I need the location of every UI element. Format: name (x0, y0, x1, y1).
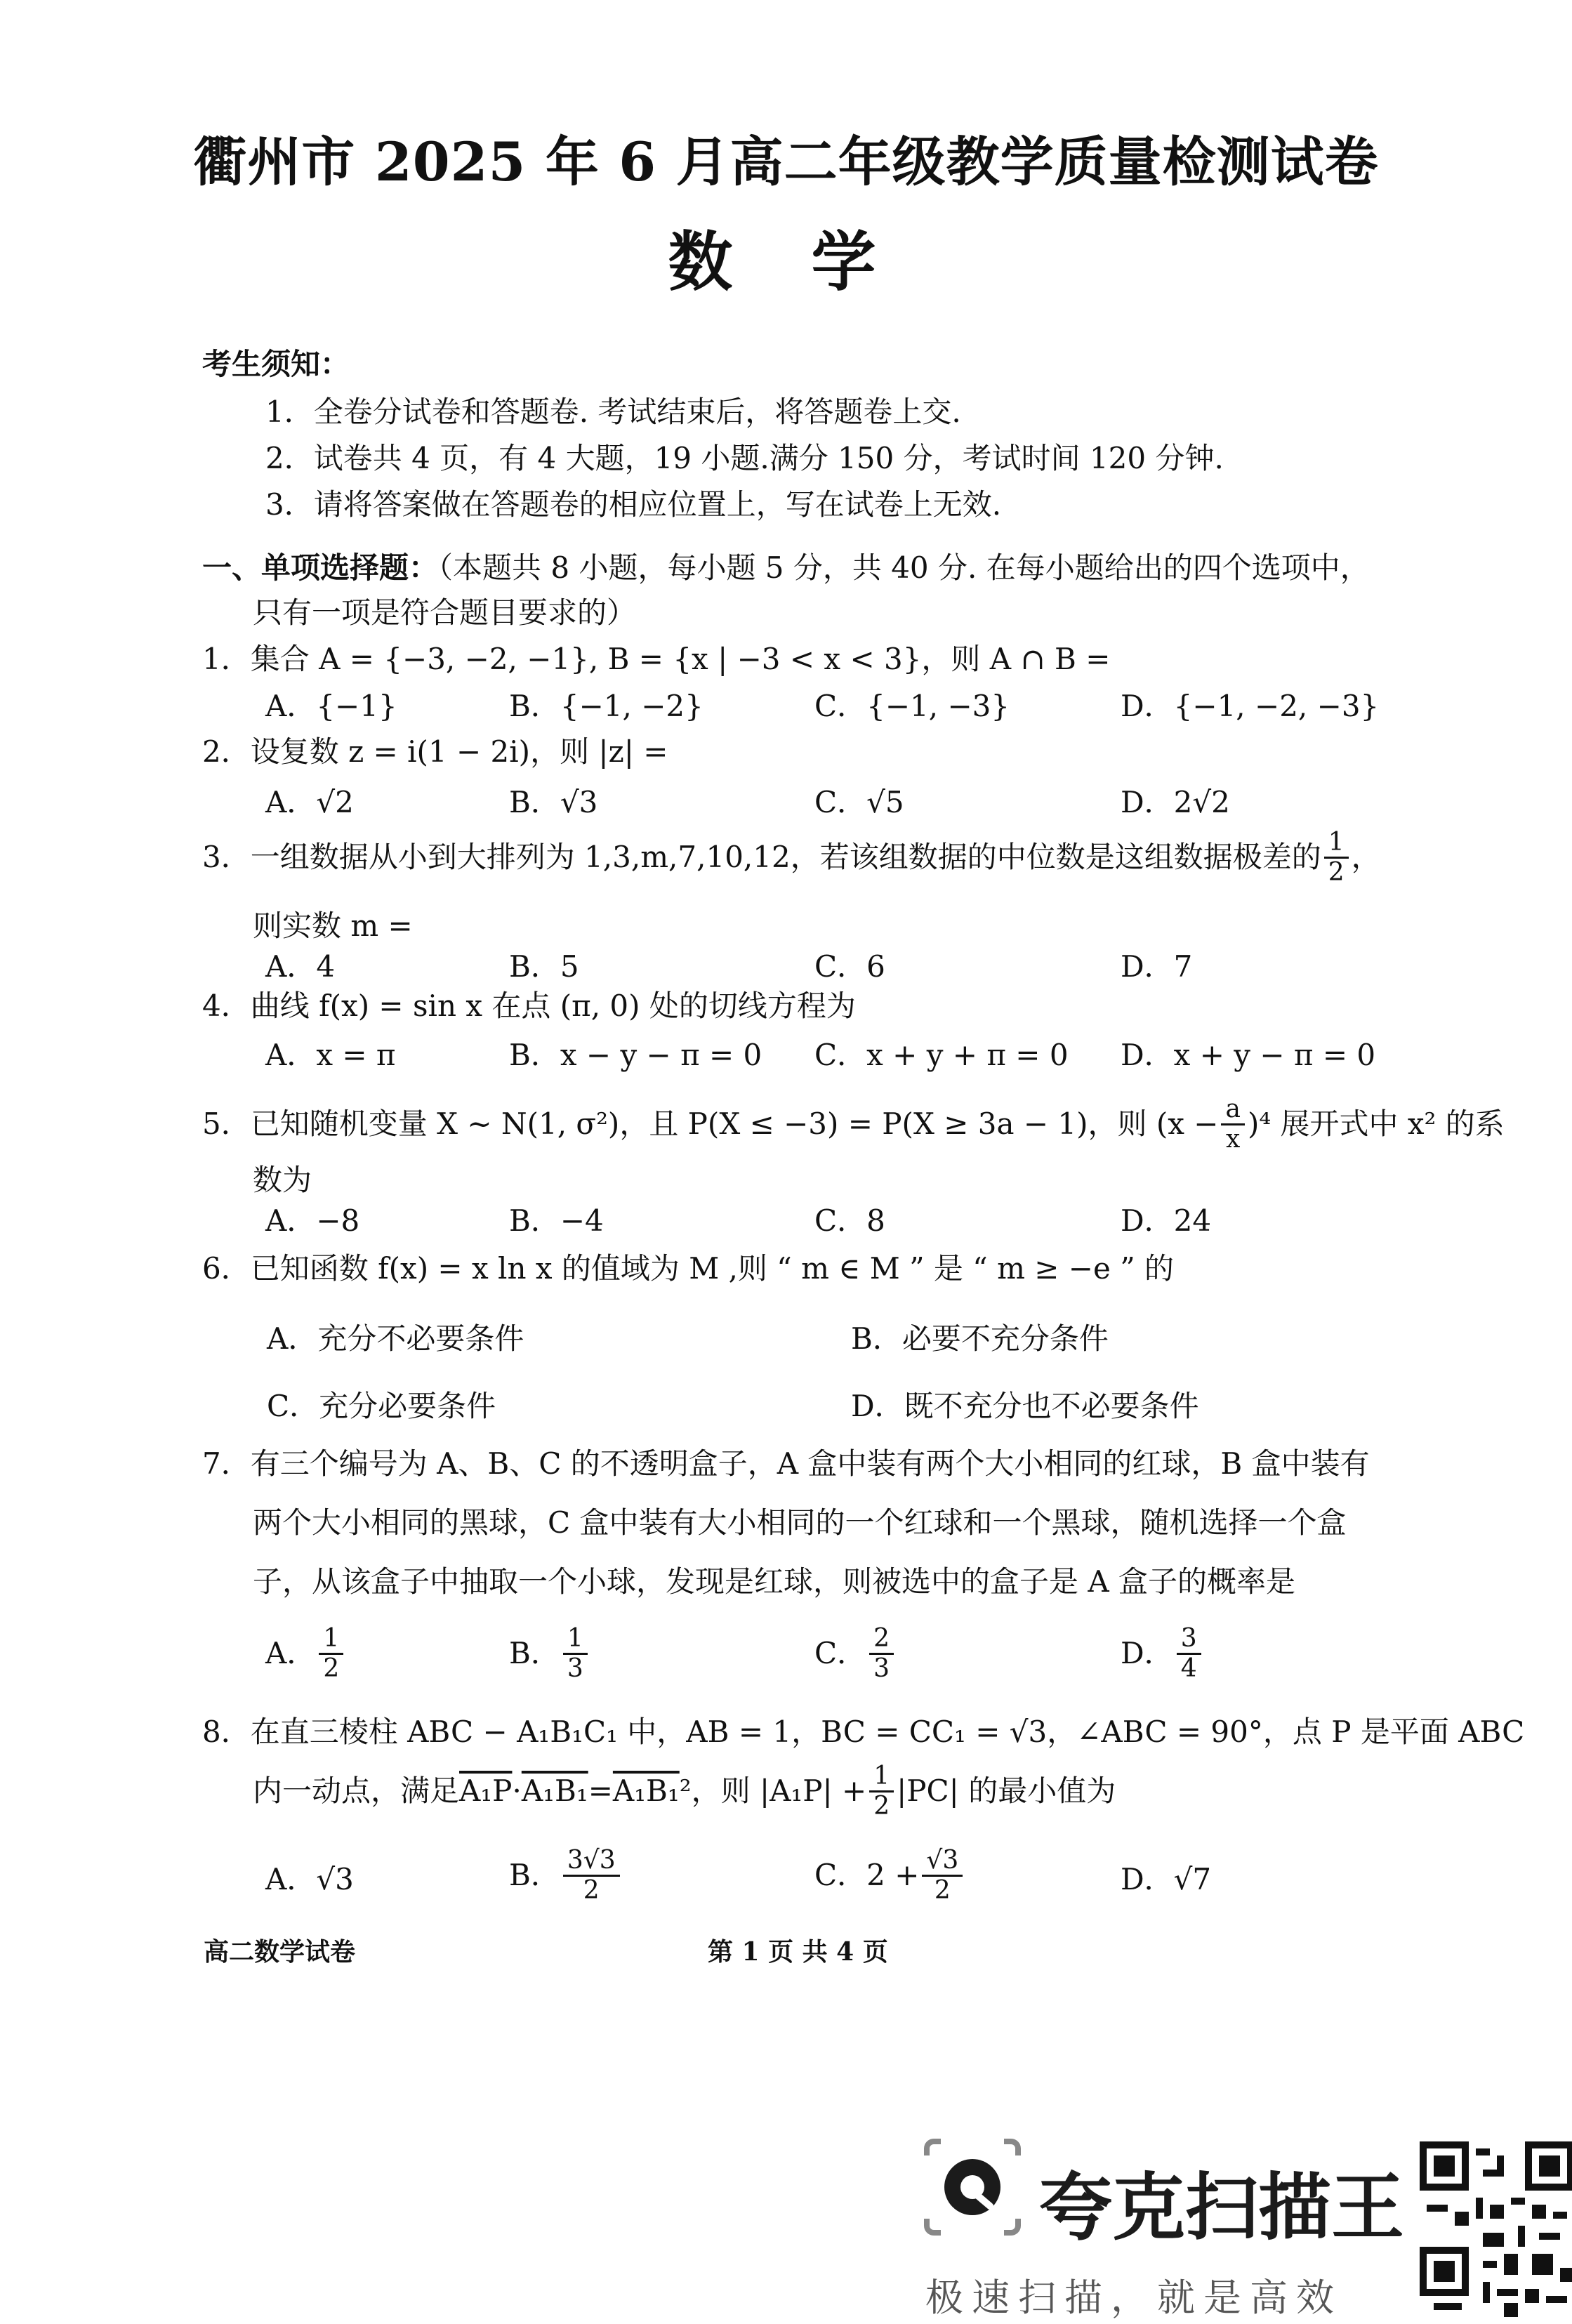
q7-option-d-frac (1177, 1625, 1201, 1682)
q5-option-b: B．−4 (509, 1203, 604, 1238)
q7-option-a (265, 1625, 346, 1682)
subject-title: 数 学 (668, 224, 904, 300)
q5-frac-num: a (1221, 1095, 1244, 1125)
q8-line2-a: 内一动点，满足 (253, 1774, 460, 1809)
scanner-logo-icon (920, 2134, 1025, 2240)
q2-option-a: A．√2 (265, 785, 354, 819)
q8-vector-a1b1: A₁B₁ (521, 1774, 588, 1809)
q2-option-d: D．2√2 (1121, 785, 1230, 819)
q6-option-a: A．充分不必要条件 (267, 1321, 524, 1356)
q7-stem-line1: 7．有三个编号为 A、B、C 的不透明盒子，A 盒中装有两个大小相同的红球，B 盒中装有 (202, 1446, 1370, 1481)
q7-option-d (1121, 1625, 1204, 1682)
q8-vector-a1b1-2: A₁B₁ (612, 1774, 680, 1809)
q8-c-num: √3 (922, 1847, 963, 1877)
page-number: 第 1 页 共 4 页 (708, 1937, 888, 1967)
q3-stem-text: 3．一组数据从小到大排列为 1,3,m,7,10,12，若该组数据的中位数是这组数据极差的 (202, 840, 1321, 875)
q7-a-den: 2 (323, 1653, 340, 1683)
q7-stem-line3: 子，从该盒子中抽取一个小球，发现是红球，则被选中的盒子是 A 盒子的概率是 (253, 1564, 1296, 1599)
q8-line2-c: |PC| 的最小值为 (897, 1774, 1116, 1809)
q7-d-den: 4 (1180, 1653, 1197, 1683)
q3-frac-den: 2 (1328, 857, 1345, 887)
q8-option-c (814, 1847, 965, 1904)
q6-option-b: B．必要不充分条件 (851, 1321, 1109, 1356)
q7-option-c (814, 1625, 897, 1682)
q8-frac-den: 2 (873, 1791, 890, 1821)
notice-item-3: 3．请将答案做在答题卷的相应位置上，写在试卷上无效. (265, 487, 1002, 522)
q1-option-b: B．{−1, −2} (509, 689, 704, 723)
q6-option-c: C．充分必要条件 (267, 1389, 496, 1423)
q3-option-a: A．4 (265, 949, 336, 984)
q5-option-d: D．24 (1121, 1203, 1212, 1238)
q7-option-b (509, 1625, 590, 1682)
q7-b-den: 3 (567, 1653, 583, 1683)
q5-option-c: C．8 (814, 1203, 885, 1238)
q3-stem (202, 828, 1381, 886)
notice-item-2: 2．试卷共 4 页，有 4 大题，19 小题.满分 150 分，考试时间 120 分钟. (265, 441, 1224, 475)
q8-stem-line2 (253, 1762, 1116, 1820)
q7-option-a-frac (319, 1625, 343, 1682)
q7-option-d-label: D． (1121, 1636, 1174, 1671)
q6-option-d: D．既不充分也不必要条件 (851, 1389, 1199, 1423)
q1-option-d: D．{−1, −2, −3} (1121, 689, 1380, 723)
q3-stem-line2: 则实数 m = (253, 909, 413, 943)
q8-fraction (869, 1762, 894, 1820)
q8-option-c-frac (922, 1847, 963, 1904)
q5-stem (202, 1095, 1505, 1153)
q8-option-b-frac (563, 1847, 620, 1904)
q4-option-d: D．x + y − π = 0 (1121, 1038, 1376, 1072)
q3-stem-end: ， (1351, 840, 1381, 875)
q7-option-b-label: B． (509, 1636, 560, 1671)
q7-b-num: 1 (563, 1625, 588, 1655)
q5-stem-text-2: )⁴ 展开式中 x² 的系 (1247, 1107, 1505, 1142)
q8-vector-a1p: A₁P (459, 1774, 513, 1809)
q8-option-b (509, 1847, 623, 1904)
q4-option-a: A．x = π (265, 1038, 396, 1072)
q7-d-num: 3 (1177, 1625, 1201, 1655)
q3-option-b: B．5 (509, 949, 579, 984)
section-desc-line1: （本题共 8 小题，每小题 5 分，共 40 分. 在每小题给出的四个选项中， (438, 550, 1370, 585)
q8-option-a: A．√3 (265, 1862, 354, 1896)
q7-c-num: 2 (869, 1625, 894, 1655)
section-heading (202, 550, 1370, 585)
q8-stem-line1: 8．在直三棱柱 ABC − A₁B₁C₁ 中，AB = 1，BC = CC₁ = √3，∠ABC = 90°，点 P 是平面 ABC (202, 1715, 1525, 1749)
q5-frac-den: x (1226, 1124, 1241, 1154)
q5-option-a: A．−8 (265, 1203, 360, 1238)
q7-c-den: 3 (873, 1653, 890, 1683)
notice-item-1: 1．全卷分试卷和答题卷. 考试结束后，将答题卷上交. (265, 395, 961, 429)
q8-square: ² (679, 1774, 692, 1809)
q3-frac-num: 1 (1324, 828, 1349, 859)
q2-option-b: B．√3 (509, 785, 598, 819)
q7-option-b-frac (563, 1625, 588, 1682)
notice-heading: 考生须知： (202, 347, 350, 381)
q8-option-d: D．√7 (1121, 1862, 1212, 1896)
q7-option-c-frac (869, 1625, 894, 1682)
q4-option-c: C．x + y + π = 0 (814, 1038, 1069, 1072)
q4-stem: 4．曲线 f(x) = sin x 在点 (π, 0) 处的切线方程为 (202, 989, 856, 1023)
q8-option-b-label: B． (509, 1858, 560, 1893)
q6-stem: 6．已知函数 f(x) = x ln x 的值域为 M ,则 “ m ∈ M ” 是 “ m ≥ −e ” 的 (202, 1251, 1175, 1286)
q5-stem-text: 5．已知随机变量 X ~ N(1, σ²)，且 P(X ≤ −3) = P(X ≥ 3a − 1)，则 (x − (202, 1107, 1219, 1142)
scanner-app-name: 夸克扫描王 (1039, 2165, 1405, 2250)
q8-frac-num: 1 (869, 1762, 894, 1792)
section-desc-line2: 只有一项是符合题目要求的） (253, 595, 637, 630)
q7-option-a-label: A． (265, 1636, 317, 1671)
q8-dot: · (512, 1774, 522, 1809)
q4-option-b: B．x − y − π = 0 (509, 1038, 762, 1072)
q8-c-den: 2 (934, 1875, 951, 1905)
footer-left: 高二数学试卷 (204, 1937, 356, 1967)
q3-option-c: C．6 (814, 949, 885, 984)
q7-a-num: 1 (319, 1625, 343, 1655)
q3-option-d: D．7 (1121, 949, 1193, 984)
q7-option-c-label: C． (814, 1636, 867, 1671)
q1-stem: 1．集合 A = {−3, −2, −1}, B = {x | −3 < x < 3}，则 A ∩ B = (202, 642, 1111, 676)
q5-fraction (1221, 1095, 1244, 1153)
section-label: 一、单项选择题： (202, 550, 439, 585)
q8-line2-b: ，则 |A₁P| + (691, 1774, 867, 1809)
q8-b-num: 3√3 (563, 1847, 620, 1877)
exam-title: 衢州市 2025 年 6 月高二年级教学质量检测试卷 (193, 131, 1379, 193)
q5-stem-line2: 数为 (253, 1163, 312, 1197)
qr-code-icon (1420, 2141, 1572, 2317)
q8-eq: = (588, 1774, 613, 1809)
q1-option-a: A．{−1} (265, 689, 397, 723)
q8-option-c-label: C．2 + (814, 1858, 920, 1893)
q1-option-c: C．{−1, −3} (814, 689, 1010, 723)
scanner-watermark (920, 2134, 1405, 2320)
scanner-tagline: 极速扫描，就是高效 (925, 2276, 1342, 2320)
q2-stem: 2．设复数 z = i(1 − 2i)，则 |z| = (202, 734, 668, 769)
q2-option-c: C．√5 (814, 785, 904, 819)
q8-b-den: 2 (583, 1875, 600, 1905)
q3-fraction (1324, 828, 1349, 886)
q7-stem-line2: 两个大小相同的黑球，C 盒中装有大小相同的一个红球和一个黑球，随机选择一个盒 (253, 1505, 1347, 1540)
